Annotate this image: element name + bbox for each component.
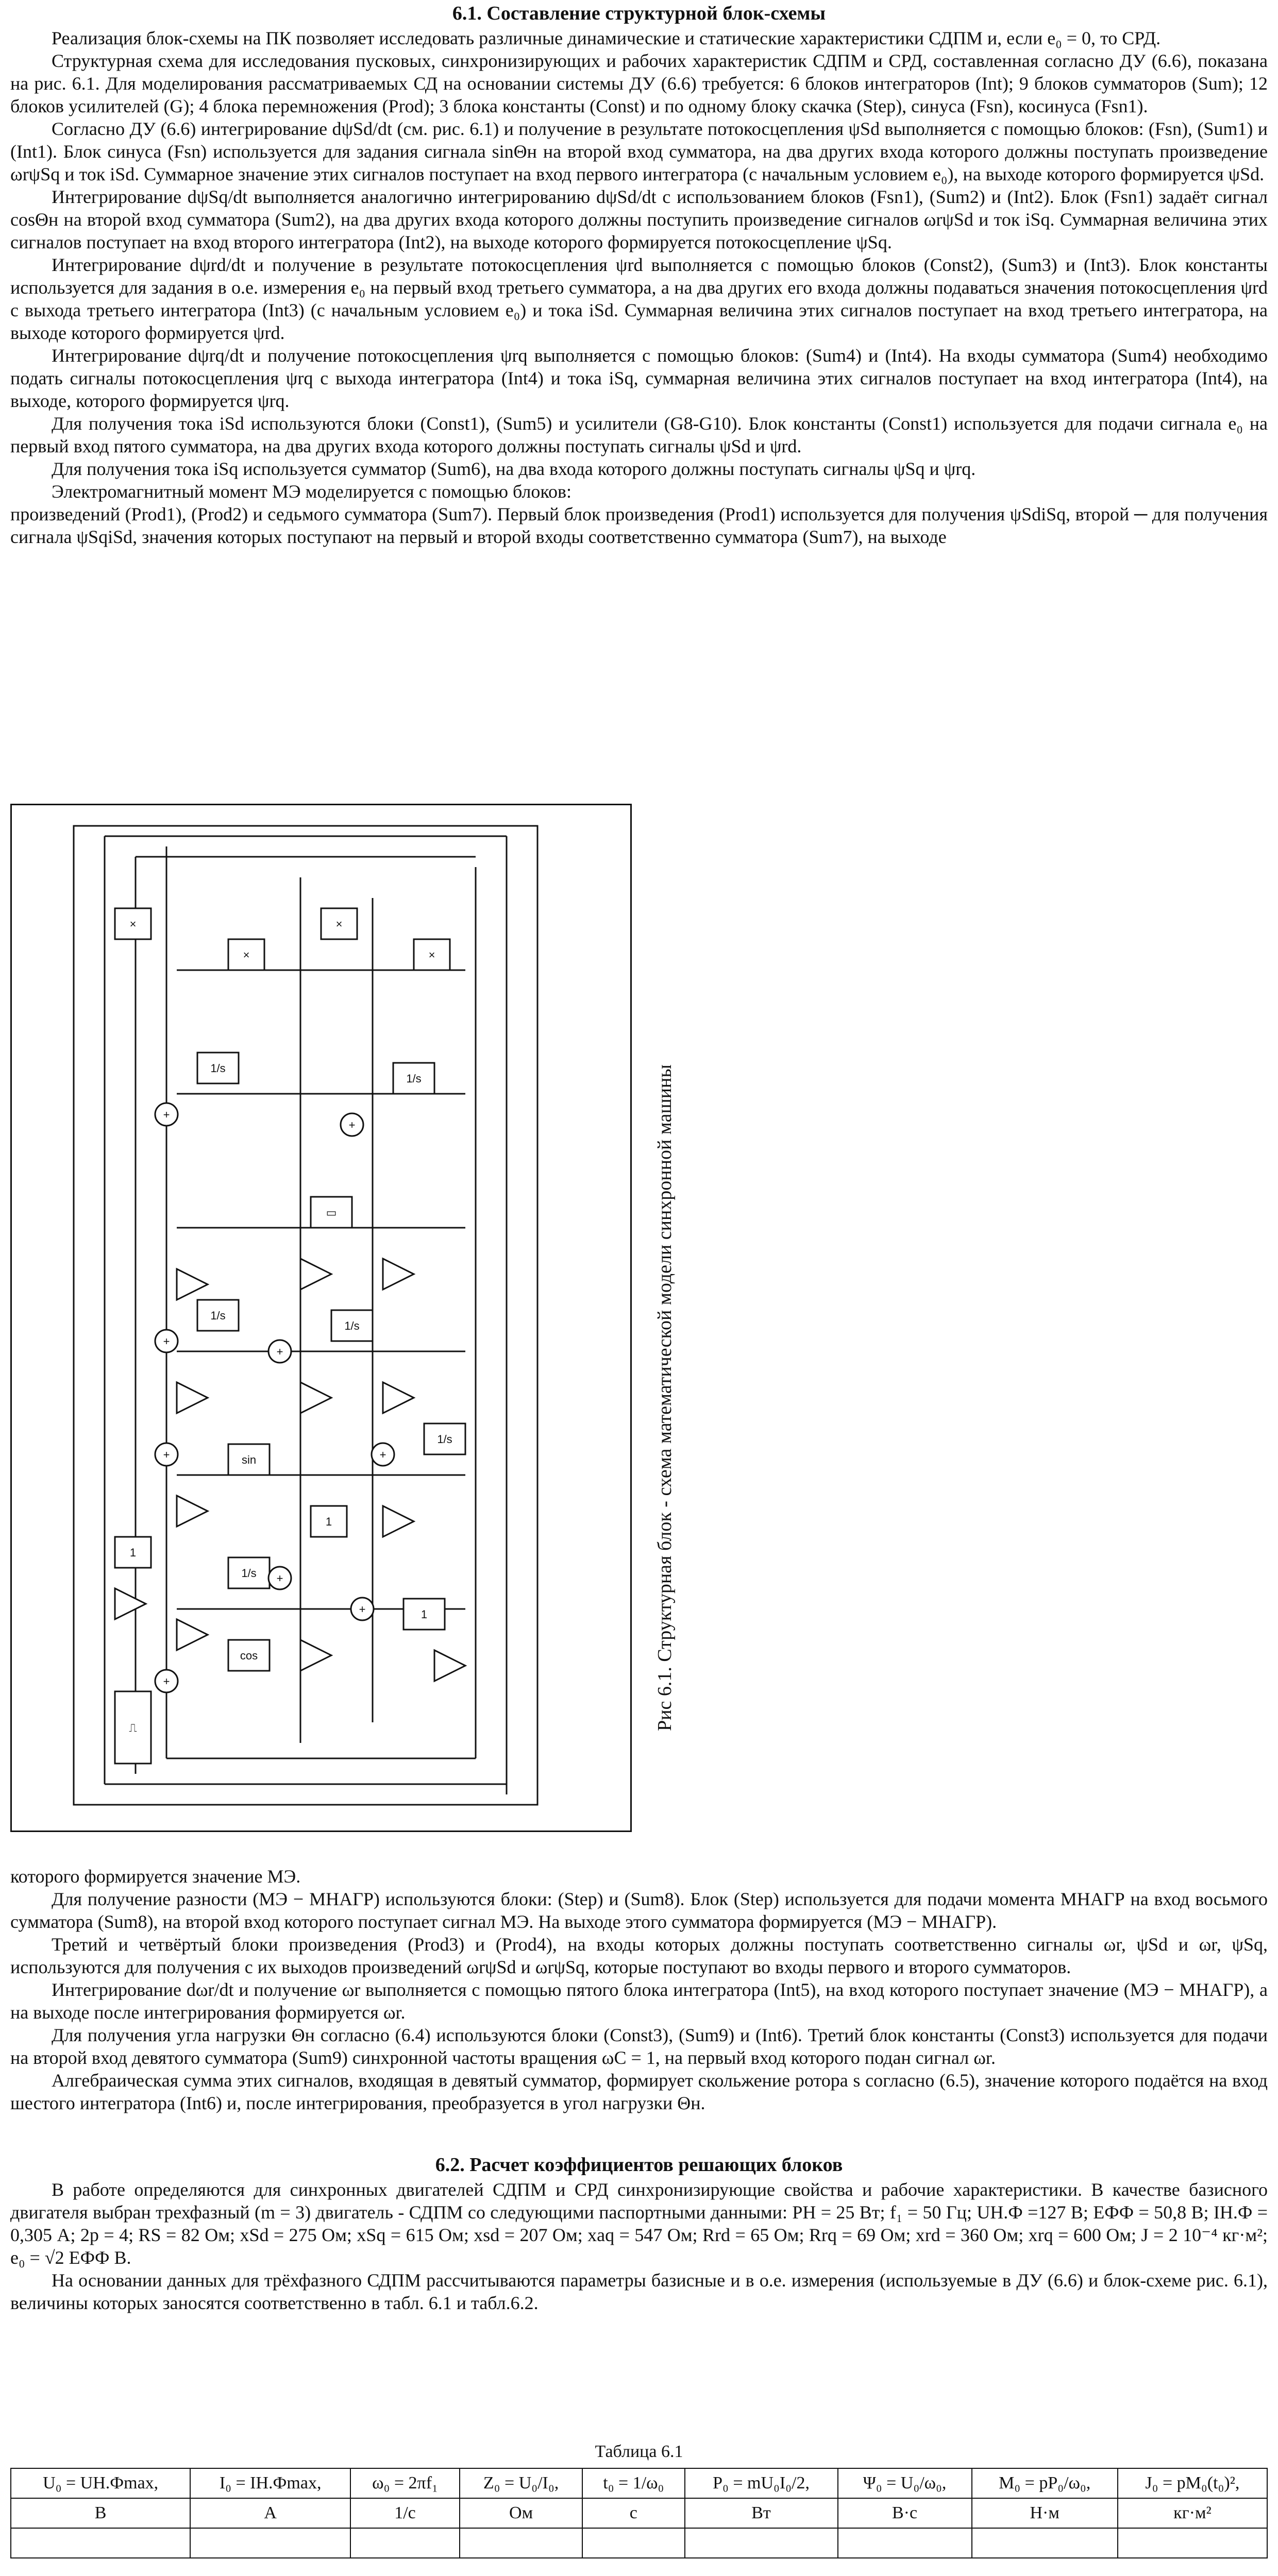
- gain-block: [177, 1619, 208, 1650]
- table-cell: P₀ = mU₀I₀/2,: [685, 2468, 838, 2498]
- scope-label: ▭: [326, 1206, 337, 1219]
- paragraph: Интегрирование dψSq/dt выполняется аналогично интегрированию dψSd/dt с использованием блоков (Fsn1), (Sum2) и (Int2). Блок (Fsn1) задаёт сигнал cosΘн на второй вход сумматора (Sum2), на два других входа которого должны поступить произведение сигналов ωrψSd и ток iSq. Суммарная величина этих сигналов поступает на вход второго интегратора (Int2), на выходе которого формируется потокосцепление ψSq.: [10, 187, 1268, 252]
- gain-block: [383, 1506, 414, 1537]
- paragraph: Согласно ДУ (6.6) интегрирование dψSd/dt (см. рис. 6.1) и получение в результате потокосцепления ψSd выполняется с помощью блоков: (Fsn), (Sum1) и (Int1). Блок синуса (Fsn) используется для задания сигнала sinΘн на второй вход сумматора, на два других входа которого должны поступать произведение ωrψSq и ток iSd. Суммарное значение этих сигналов поступает на вход первого интегратора (с начальным условием e₀), на выходе которого формируется ψSd.: [10, 118, 1268, 184]
- sum-label: +: [276, 1345, 283, 1358]
- prod-label: ×: [243, 948, 250, 961]
- table-cell: В·с: [838, 2498, 972, 2528]
- table-cell: Ψ₀ = U₀/ω₀,: [838, 2468, 972, 2498]
- paragraph: Для получения тока iSq используется сумматор (Sum6), на два входа которого должны поступать сигналы ψSq и ψrq.: [52, 459, 976, 479]
- figure-caption: Рис 6.1. Структурная блок - схема математической модели синхронной машины: [654, 1064, 676, 1731]
- paragraph: На основании данных для трёхфазного СДПМ рассчитываются параметры базисные и в о.е. измерения (используемые в ДУ (6.6) и блок-схеме рис. 6.1), величины которых заносятся соответственно в табл. 6.1 и табл.6.2.: [10, 2270, 1268, 2313]
- paragraph: Для получения угла нагрузки Θн согласно (6.4) используются блоки (Const3), (Sum9) и (Int6). Третий блок константы (Const3) используется для подачи на второй вход девятого сумматора (Sum9) синхронной частоты вращения ωС = 1, на первый вход которого подан сигнал ωr.: [10, 2025, 1268, 2068]
- table-cell: M₀ = pP₀/ω₀,: [972, 2468, 1118, 2498]
- int-label: 1/s: [437, 1433, 452, 1446]
- table-cell: J₀ = pM₀(t₀)²,: [1118, 2468, 1267, 2498]
- table-6-1-caption: Таблица 6.1: [595, 2442, 683, 2461]
- int-label: 1/s: [344, 1319, 360, 1332]
- table-cell: [350, 2528, 460, 2558]
- table-cell: ω₀ = 2πf₁: [350, 2468, 460, 2498]
- paragraph: Структурная схема для исследования пусковых, синхронизирующих и рабочих характеристик СДПМ и СРД, составленная согласно ДУ (6.6), показана на рис. 6.1. Для моделирования рассматриваемых СД на основании системы ДУ (6.6) требуется: 6 блоков интеграторов (Int); 9 блоков сумматоров (Sum); 12 блоков усилителей (G); 4 блока перемножения (Prod); 3 блока константы (Const) и по одному блоку скачка (Step), синуса (Fsn), косинуса (Fsn1).: [10, 50, 1268, 116]
- sin-label: sin: [241, 1453, 257, 1466]
- table-cell: [582, 2528, 684, 2558]
- int-label: 1/s: [241, 1567, 257, 1580]
- paragraph: Интегрирование dψrq/dt и получение потокосцепления ψrq выполняется с помощью блоков: (Sum4) и (Int4). На входы сумматора (Sum4) необходимо подать сигналы потокосцепления ψrq с выхода интегратора (Int4) и тока iSq, суммарная величина этих сигналов поступает на вход интегратора (Int4), на выходе, которого формируется ψrq.: [10, 345, 1268, 411]
- sum-label: +: [348, 1118, 356, 1131]
- table-cell: c: [582, 2498, 684, 2528]
- section-title-6-1: 6.1. Составление структурной блок-схемы: [452, 3, 826, 24]
- table-cell: Вт: [685, 2498, 838, 2528]
- cos-label: cos: [240, 1649, 258, 1662]
- step-label: ⎍: [129, 1721, 137, 1734]
- gain-block: [383, 1259, 414, 1290]
- table-row: [11, 2528, 1267, 2558]
- paragraph: которого формируется значение MЭ.: [10, 1866, 301, 1887]
- gain-block: [177, 1496, 208, 1527]
- table-cell: 1/c: [350, 2498, 460, 2528]
- table-cell: t₀ = 1/ω₀: [582, 2468, 684, 2498]
- paragraph: Алгебраическая сумма этих сигналов, входящая в девятый сумматор, формирует скольжение ротора s согласно (6.5), значение которого подаётся на вход шестого интегратора (Int6) и, после интегрирования, преобразуется в угол нагрузки Θн.: [10, 2070, 1268, 2113]
- section-6-1-text-top: [10, 27, 1268, 548]
- paragraph: Интегрирование dψrd/dt и получение в результате потокосцепления ψrd выполняется с помощью блоков (Const2), (Sum3) и (Int3). Блок константы используется для задания в о.е. измерения e₀ на первый вход третьего сумматора, а на два других его входа должны подаваться значения потокосцепления ψrd с выхода третьего интегратора (Int3) (с начальным условием e₀) и тока iSd. Суммарная величина этих сигналов поступает на вход третьего интегратора, на выходе которого формируется ψrd.: [10, 255, 1268, 343]
- paragraph: Для получения тока iSd используются блоки (Const1), (Sum5) и усилители (G8-G10). Блок константы (Const1) используется для подачи сигнала e₀ на первый вход пятого сумматора, на два других входа которого должны поступать сигналы ψSd и ψrd.: [10, 413, 1268, 456]
- paragraph: В работе определяются для синхронных двигателей СДПМ и СРД синхронизирующие свойства и рабочие характеристики. В качестве базисного двигателя выбран трехфазный (m = 3) двигатель - СДПМ со следующими паспортными данными: PН = 25 Вт; f₁ = 50 Гц; UН.Ф =127 В; EФФ = 50,8 В; IН.Ф = 0,305 А; 2p = 4; RS = 82 Ом; xSd = 275 Ом; xSq = 615 Ом; xsd = 207 Ом; xaq = 547 Ом; Rrd = 65 Ом; Rrq = 69 Ом; xrd = 360 Ом; xrq = 600 Ом; J = 2 10⁻⁴ кг·м²; e₀ = √2 EФФ В.: [10, 2179, 1268, 2268]
- const-label: 1: [325, 1515, 332, 1528]
- gain-block: [177, 1382, 208, 1413]
- sum-label: +: [276, 1572, 283, 1585]
- const-label: 1: [421, 1608, 428, 1621]
- gain-block: [177, 1269, 208, 1300]
- table-cell: [838, 2528, 972, 2558]
- table-cell: [685, 2528, 838, 2558]
- sum-label: +: [163, 1335, 170, 1348]
- int-label: 1/s: [210, 1062, 226, 1075]
- table-units-row: [11, 2498, 1267, 2528]
- gain-block: [434, 1650, 465, 1681]
- table-header-row: [11, 2468, 1267, 2498]
- paragraph: произведений (Prod1), (Prod2) и седьмого сумматора (Sum7). Первый блок произведения (Prod1) используется для получения ψSdiSq, второй ─ для получения сигнала ψSqiSd, значения которых поступают на первый и второй входы соответственно сумматора (Sum7), на выходе: [10, 504, 1268, 547]
- sum-label: +: [163, 1448, 170, 1461]
- table-cell: U₀ = UН.Фmax,: [11, 2468, 190, 2498]
- table-cell: Z₀ = U₀/I₀,: [460, 2468, 582, 2498]
- int-label: 1/s: [210, 1309, 226, 1322]
- section-title-6-2: 6.2. Расчет коэффициентов решающих блоков: [435, 2154, 843, 2176]
- sum-label: +: [359, 1603, 366, 1616]
- table-cell: Ом: [460, 2498, 582, 2528]
- gain-block: [115, 1588, 146, 1619]
- block-diagram-figure: [10, 804, 632, 1832]
- section-6-1-text-bottom: [10, 1865, 1268, 2114]
- paragraph: Для получение разности (MЭ − MНАГР) используются блоки: (Step) и (Sum8). Блок (Step) используется для подачи момента MНАГР на вход восьмого сумматора (Sum8), на второй вход которого поступает сигнал MЭ. На выходе этого сумматора формируется (MЭ − MНАГР).: [10, 1889, 1268, 1932]
- table-cell: В: [11, 2498, 190, 2528]
- sum-label: +: [163, 1675, 170, 1688]
- sum-label: +: [379, 1448, 386, 1461]
- gain-block: [300, 1640, 331, 1671]
- table-cell: кг·м²: [1118, 2498, 1267, 2528]
- table-cell: [972, 2528, 1118, 2558]
- paragraph: Интегрирование dωr/dt и получение ωr выполняется с помощью пятого блока интегратора (Int5), на вход которого поступает значение (MЭ − MНАГР), а на выходе после интегрирования формируется ωr.: [10, 1979, 1268, 2023]
- const-label: 1: [129, 1546, 137, 1559]
- prod-label: ×: [335, 918, 343, 930]
- table-cell: [190, 2528, 350, 2558]
- prod-label: ×: [129, 918, 137, 930]
- table-cell: I₀ = IН.Фmax,: [190, 2468, 350, 2498]
- paragraph: Реализация блок-схемы на ПК позволяет исследовать различные динамические и статические характеристики СДПМ и, если e₀ = 0, то СРД.: [52, 28, 1161, 48]
- gain-block: [383, 1382, 414, 1413]
- paragraph: Третий и четвёртый блоки произведения (Prod3) и (Prod4), на входы которых должны поступать соответственно сигналы ωr, ψSd и ωr, ψSq, используются для получения с их выходов произведений ωrψSd и ωrψSq, которые поступают во входы первого и второго сумматоров.: [10, 1934, 1268, 1977]
- section-6-2-text: [10, 2178, 1268, 2314]
- sum-label: +: [163, 1108, 170, 1121]
- gain-block: [300, 1259, 331, 1290]
- block-diagram-svg: [12, 805, 630, 1831]
- paragraph: Электромагнитный момент MЭ моделируется с помощью блоков:: [52, 481, 572, 502]
- table-6-1: [10, 2468, 1268, 2558]
- table-cell: А: [190, 2498, 350, 2528]
- gain-block: [300, 1382, 331, 1413]
- table-cell: [460, 2528, 582, 2558]
- prod-label: ×: [428, 948, 435, 961]
- table-cell: Н·м: [972, 2498, 1118, 2528]
- table-cell: [1118, 2528, 1267, 2558]
- int-label: 1/s: [406, 1072, 422, 1085]
- table-cell: [11, 2528, 190, 2558]
